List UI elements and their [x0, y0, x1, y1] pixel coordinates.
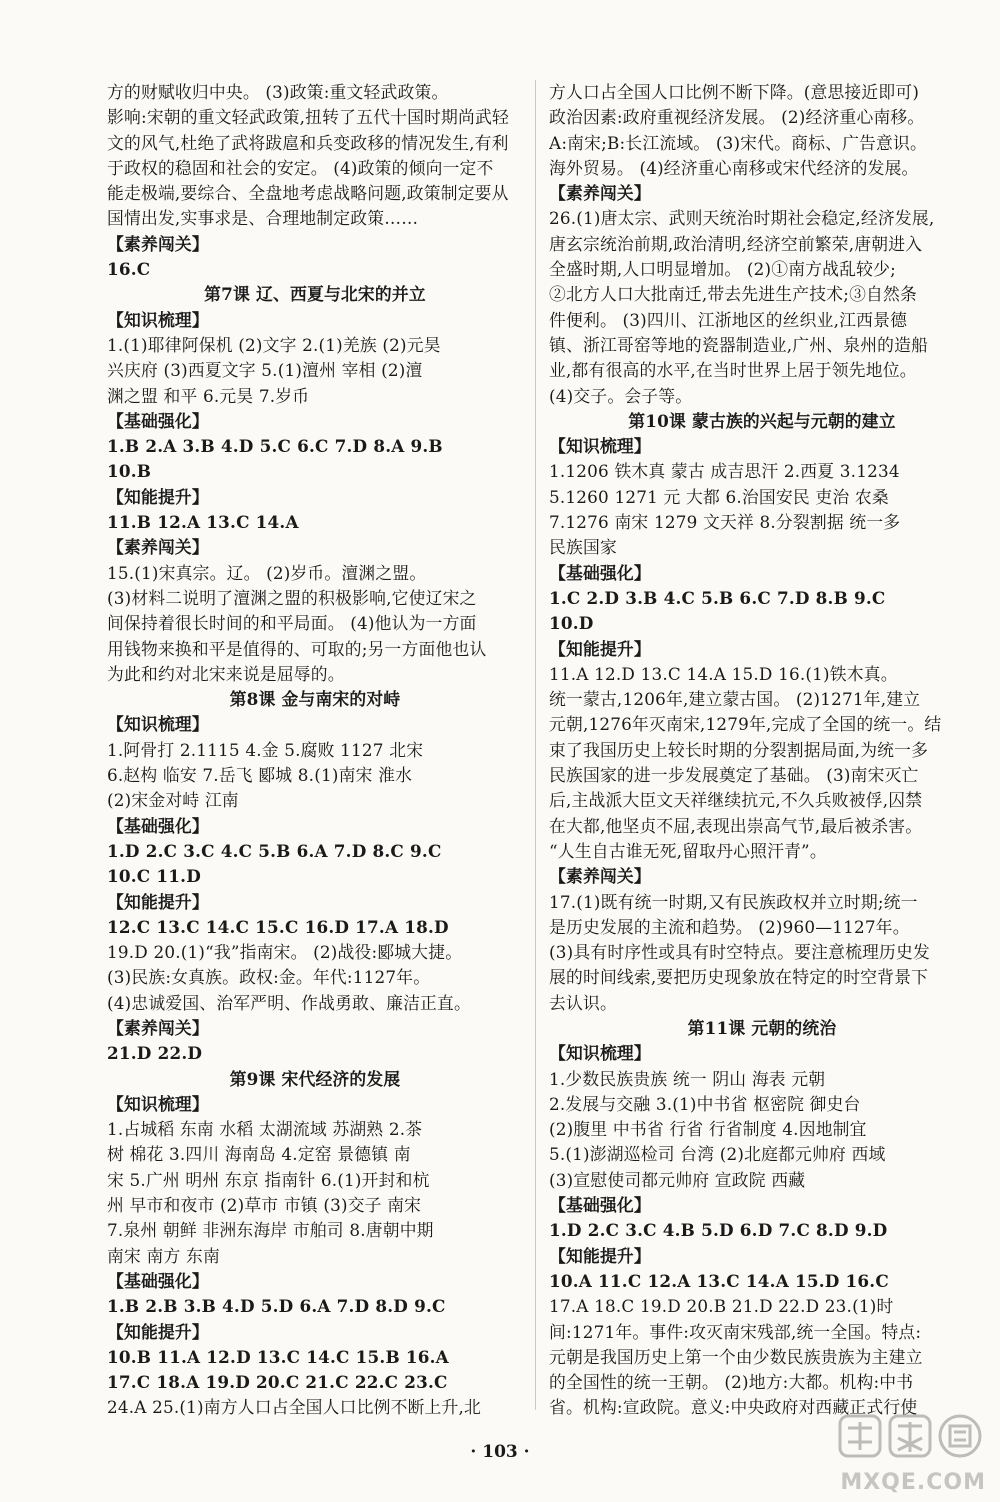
- answer-line: 南宋 南方 东南: [107, 1245, 220, 1266]
- lesson-heading: 第7课 辽、西夏与北宋的并立: [204, 284, 426, 305]
- section-label: 【知能提升】: [107, 1321, 209, 1342]
- answer-line: 全盛时期,人口明显增加。 (2)①南方战乱较少;: [549, 259, 896, 280]
- answer-line: 的全国性的统一王朝。 (2)地方:大都。机构:中书: [549, 1372, 914, 1393]
- watermark-logo: [836, 1410, 986, 1466]
- answer-line: 26.(1)唐太宗、武则天统治时期社会稳定,经济发展,: [549, 208, 935, 229]
- answer-line: 11.A 12.D 13.C 14.A 15.D 16.(1)铁木真。: [549, 663, 898, 684]
- answer-line: 宋 5.广州 明州 东京 指南针 6.(1)开封和杭: [107, 1169, 430, 1190]
- answer-line: (2)腹里 中书省 行省 行省制度 4.因地制宜: [549, 1119, 867, 1140]
- answer-line: (3)具有时序性或具有时空特点。要注意梳理历史发: [549, 942, 930, 963]
- section-label: 【知能提升】: [107, 891, 209, 912]
- answer-line: 1.B 2.B 3.B 4.D 5.D 6.A 7.D 8.D 9.C: [107, 1296, 446, 1317]
- answer-line: 17.A 18.C 19.D 20.B 21.D 22.D 23.(1)时: [549, 1296, 894, 1317]
- answer-line: 5.(1)澎湖巡检司 台湾 (2)北庭都元帅府 西域: [549, 1144, 886, 1165]
- answer-line: 能走极端,要综合、全盘地考虑战略问题,政策制定要从: [107, 183, 509, 204]
- answer-line: 元朝是我国历史上第一个由少数民族贵族为主建立: [549, 1346, 923, 1367]
- watermark: [836, 1410, 986, 1495]
- answer-line: 州 早市和夜市 (2)草市 市镇 (3)交子 南宋: [107, 1195, 422, 1216]
- answer-line: 件便利。 (3)四川、江浙地区的丝织业,江西景德: [549, 309, 908, 330]
- answer-line: 省。机构:宣政院。意义:中央政府对西藏正式行使: [549, 1397, 918, 1418]
- lesson-heading: 第11课 元朝的统治: [687, 1017, 837, 1038]
- left-column: [107, 80, 523, 1421]
- answer-line: 21.D 22.D: [107, 1043, 203, 1064]
- answer-line: 是历史发展的主流和趋势。 (2)960—1127年。: [549, 916, 910, 937]
- answer-line: 24.A 25.(1)南方人口占全国人口比例不断上升,北: [107, 1397, 482, 1418]
- answer-line: 7.泉州 朝鲜 非洲东海岸 市舶司 8.唐朝中期: [107, 1220, 434, 1241]
- answer-line: 10.B 11.A 12.D 13.C 14.C 15.B 16.A: [107, 1346, 449, 1367]
- answer-line: 唐玄宗统治前期,政治清明,经济空前繁荣,唐朝进入: [549, 233, 923, 254]
- answer-line: 17.(1)既有统一时期,又有民族政权并立时期;统一: [549, 891, 918, 912]
- section-label: 【素养闯关】: [107, 537, 209, 558]
- lesson-heading: 第8课 金与南宋的对峙: [229, 689, 401, 710]
- answer-line: 民族国家的进一步发展奠定了基础。 (3)南宋灭亡: [549, 765, 919, 786]
- answer-line: 2.发展与交融 3.(1)中书省 枢密院 御史台: [549, 1093, 861, 1114]
- answer-line: 树 棉花 3.四川 海南岛 4.定窑 景德镇 南: [107, 1144, 411, 1165]
- section-label: 【基础强化】: [107, 815, 209, 836]
- section-label: 【基础强化】: [107, 1270, 209, 1291]
- answer-line: 镇、浙江哥窑等地的瓷器制造业,广州、泉州的造船: [549, 334, 929, 355]
- answer-line: 1.占城稻 东南 水稻 太湖流域 苏湖熟 2.茶: [107, 1119, 423, 1140]
- answer-line: 于政权的稳固和社会的安定。 (4)政策的倾向一定不: [107, 157, 494, 178]
- answer-line: 7.1276 南宋 1279 文天祥 8.分裂割据 统一多: [549, 512, 901, 533]
- answer-line: 1.少数民族贵族 统一 阴山 海表 元朝: [549, 1068, 826, 1089]
- answer-line: 政治因素:政府重视经济发展。 (2)经济重心南移。: [549, 107, 925, 128]
- answer-line: 1.(1)耶律阿保机 (2)文字 2.(1)羌族 (2)元昊: [107, 334, 441, 355]
- section-label: 【知能提升】: [549, 1245, 651, 1266]
- answer-line: 间:1271年。事件:攻灭南宋残部,统一全国。特点:: [549, 1321, 922, 1342]
- answer-line: ②北方人口大批南迁,带去先进生产技术;③自然条: [549, 284, 917, 305]
- answer-line: 后,主战派大臣文天祥继续抗元,不久兵败被俘,囚禁: [549, 790, 923, 811]
- answer-line: 方的财赋收归中央。 (3)政策:重文轻武政策。: [107, 82, 449, 102]
- lesson-heading: 第9课 宋代经济的发展: [229, 1068, 401, 1089]
- answer-line: 19.D 20.(1)“我”指南宋。 (2)战役:郾城大捷。: [107, 942, 463, 963]
- answer-line: 去认识。: [549, 992, 617, 1013]
- section-label: 【素养闯关】: [107, 233, 209, 254]
- answer-line: 文的风气,杜绝了武将跋扈和兵变政移的情况发生,有利: [107, 132, 509, 153]
- answer-line: 11.B 12.A 13.C 14.A: [107, 512, 299, 533]
- answer-line: 12.C 13.C 14.C 15.C 16.D 17.A 18.D: [107, 916, 449, 937]
- page-number: · 103 ·: [470, 1442, 530, 1462]
- answer-line: 业,都有很高的水平,在当时世界上居于领先地位。: [549, 360, 917, 381]
- lesson-heading: 第10课 蒙古族的兴起与元朝的建立: [628, 410, 896, 431]
- answer-line: 统一蒙古,1206年,建立蒙古国。 (2)1271年,建立: [549, 689, 921, 710]
- answer-line: 15.(1)宋真宗。辽。 (2)岁币。澶渊之盟。: [107, 562, 427, 583]
- answer-line: 1.C 2.D 3.B 4.C 5.B 6.C 7.D 8.B 9.C: [549, 587, 886, 608]
- section-label: 【知能提升】: [107, 486, 209, 507]
- watermark-site-text: MXQE.COM: [840, 1470, 986, 1495]
- answer-line: “人生自古谁无死,留取丹心照汗青”。: [549, 840, 827, 861]
- answer-line: 影响:宋朝的重文轻武政策,扭转了五代十国时期尚武轻: [107, 107, 509, 128]
- column-divider: [535, 80, 536, 1410]
- answer-line: 元朝,1276年灭南宋,1279年,完成了全国的统一。结: [549, 714, 942, 735]
- answer-line: 间保持着很长时间的和平局面。 (4)他认为一方面: [107, 613, 477, 634]
- section-label: 【基础强化】: [549, 1195, 651, 1216]
- section-label: 【知识梳理】: [107, 714, 209, 735]
- answer-line: 10.B: [107, 461, 152, 482]
- answer-line: (3)材料二说明了澶渊之盟的积极影响,它使辽宋之: [107, 587, 477, 608]
- answer-line: 在大都,他坚贞不屈,表现出崇高气节,最后被杀害。: [549, 815, 923, 836]
- section-label: 【基础强化】: [107, 410, 209, 431]
- section-label: 【知识梳理】: [549, 1043, 651, 1064]
- answer-line: (4)忠诚爱国、治军严明、作战勇敢、廉洁正直。: [107, 992, 471, 1013]
- answer-line: 渊之盟 和平 6.元昊 7.岁币: [107, 385, 310, 406]
- answer-line: 16.C: [107, 259, 151, 280]
- right-column: [549, 80, 975, 1421]
- answer-line: 束了我国历史上较长时期的分裂割据局面,为统一多: [549, 739, 929, 760]
- answer-line: 6.赵构 临安 7.岳飞 郾城 8.(1)南宋 淮水: [107, 765, 413, 786]
- answer-line: 1.D 2.C 3.C 4.C 5.B 6.A 7.D 8.C 9.C: [107, 840, 442, 861]
- section-label: 【知识梳理】: [107, 309, 209, 330]
- answer-line: 10.C 11.D: [107, 866, 201, 887]
- answer-line: 用钱物来换和平是值得的、可取的;另一方面他也认: [107, 638, 487, 659]
- section-label: 【素养闯关】: [107, 1017, 209, 1038]
- section-label: 【基础强化】: [549, 562, 651, 583]
- section-label: 【素养闯关】: [549, 866, 651, 887]
- answer-line: A:南宋;B:长江流域。 (3)宋代。商标、广告意识。: [549, 132, 927, 153]
- section-label: 【知能提升】: [549, 638, 651, 659]
- answer-line: 1.1206 铁木真 蒙古 成吉思汗 2.西夏 3.1234: [549, 461, 900, 482]
- answer-line: 10.A 11.C 12.A 13.C 14.A 15.D 16.C: [549, 1270, 889, 1291]
- answer-line: 1.B 2.A 3.B 4.D 5.C 6.C 7.D 8.A 9.B: [107, 436, 443, 457]
- answer-line: 海外贸易。 (4)经济重心南移或宋代经济的发展。: [549, 157, 919, 178]
- answer-line: 展的时间线索,要把历史现象放在特定的时空背景下: [549, 967, 929, 988]
- answer-line: 1.D 2.C 3.C 4.B 5.D 6.D 7.C 8.D 9.D: [549, 1220, 888, 1241]
- answer-line: (3)民族:女真族。政权:金。年代:1127年。: [107, 967, 431, 988]
- answer-line: (2)宋金对峙 江南: [107, 790, 239, 811]
- section-label: 【素养闯关】: [549, 183, 651, 204]
- answer-line: 兴庆府 (3)西夏文字 5.(1)澶州 宰相 (2)澶: [107, 360, 423, 381]
- answer-line: (3)宣慰使司都元帅府 宣政院 西藏: [549, 1169, 806, 1190]
- answer-line: 5.1260 1271 元 大都 6.治国安民 吏治 农桑: [549, 486, 889, 507]
- answer-line: 10.D: [549, 613, 594, 634]
- section-label: 【知识梳理】: [549, 436, 651, 457]
- answer-line: 为此和约对北宋来说是屈辱的。: [107, 663, 345, 684]
- answer-line: 国情出发,实事求是、合理地制定政策……: [107, 208, 419, 229]
- answer-line: 17.C 18.A 19.D 20.C 21.C 22.C 23.C: [107, 1372, 448, 1393]
- answer-line: 1.阿骨打 2.1115 4.金 5.腐败 1127 北宋: [107, 739, 424, 760]
- answer-line: 民族国家: [549, 537, 617, 558]
- section-label: 【知识梳理】: [107, 1093, 209, 1114]
- answer-line: 方人口占全国人口比例不断下降。(意思接近即可): [549, 82, 920, 102]
- answer-line: (4)交子。会子等。: [549, 385, 693, 406]
